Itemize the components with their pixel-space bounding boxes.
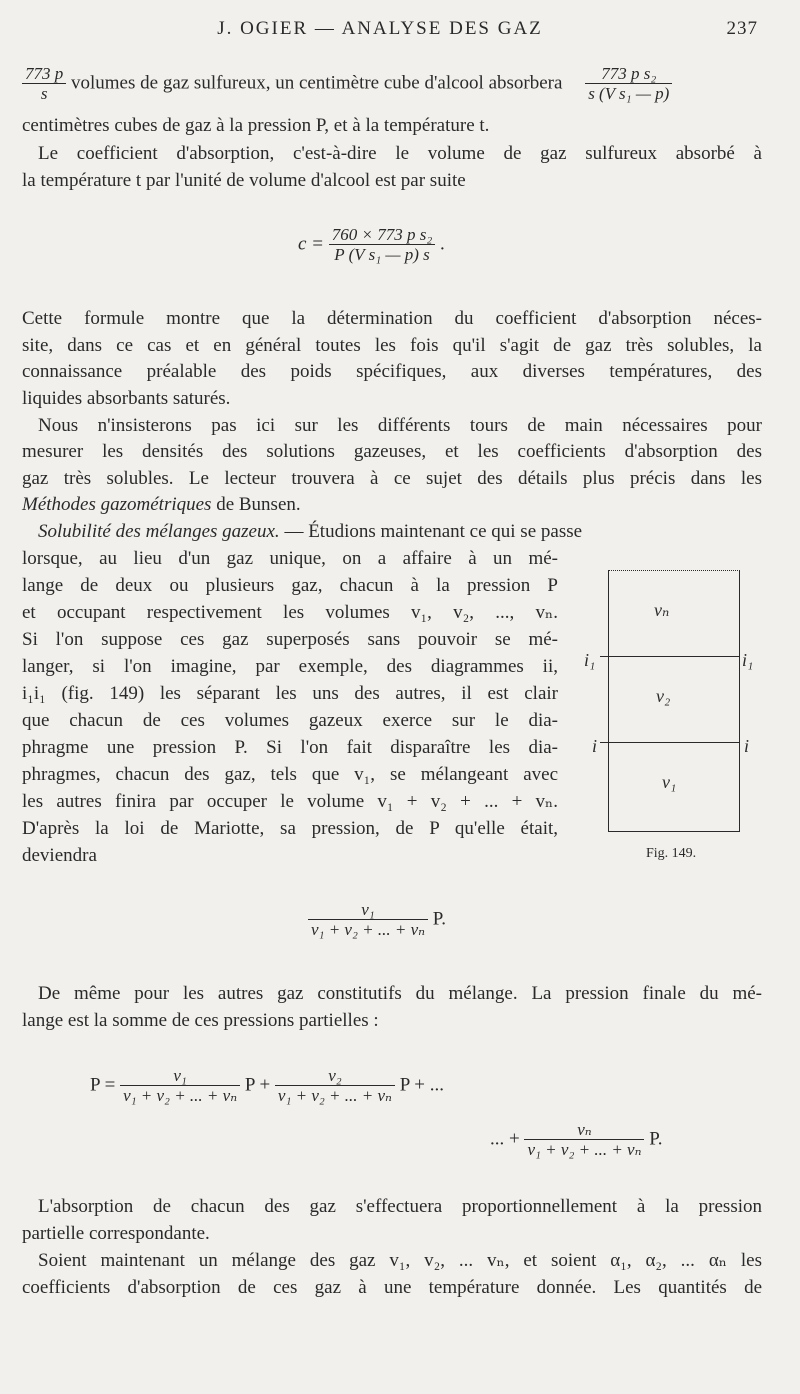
para-4-line-10: phragmes, chacun des gaz, tels que v₁, se mélangeant avec — [22, 764, 558, 785]
label-i1-right: i₁ — [742, 650, 754, 670]
diaphragm-i1 — [600, 656, 740, 657]
label-i-right: i — [744, 736, 750, 756]
para-3-line-1: Nous n'insisterons pas ici sur les différents tours de main nécessaires pour — [38, 415, 762, 436]
label-vn: vₙ — [654, 600, 670, 620]
label-i-left: i — [592, 736, 598, 756]
equation-total-pressure: P = $\frac{\text{v₁}}{\text{v₁ + v₂ + ... + vₙ}}$ P + $\frac{\text{v₂}}{\text{v₁ + v₂ + ... + vₙ}}$ P + ... — [90, 1066, 445, 1105]
figure-149 — [578, 560, 768, 880]
para-2-line-2: site, dans ce cas et en général toutes les fois qu'il s'agit de gaz très solubles, la — [22, 335, 762, 356]
para-4-line-4: et occupant respectivement les volumes v₁, v₂, ..., vₙ. — [22, 602, 558, 623]
para-4-line-1: Solubilité des mélanges gazeux. — Étudions maintenant ce qui se passe — [38, 521, 583, 542]
line-1-text: volumes de gaz sulfureux, un centimètre cube d'alcool absorbera — [71, 72, 563, 94]
para-3-line-2: mesurer les densités des solutions gazeuses, et les coefficients d'absorption des — [22, 441, 762, 462]
figure-caption: Fig. 149. — [646, 846, 697, 861]
equation-3-fraction-1: $\frac{\text{v₁}}{\text{v₁ + v₂ + ... + vₙ}}$ — [120, 1066, 240, 1106]
para-2-line-4: liquides absorbants saturés. — [22, 388, 231, 409]
equation-3-fraction-2: $\frac{\text{v₂}}{\text{v₁ + v₂ + ... + vₙ}}$ — [275, 1066, 395, 1106]
equation-2-fraction: $\frac{\text{v₁}}{\text{v₁ + v₂ + ... + vₙ}}$ — [308, 900, 428, 940]
para-3-line-4: Méthodes gazométriques de Bunsen. — [22, 494, 301, 515]
para-7-line-1: Soient maintenant un mélange des gaz v₁, v₂, ... vₙ, et soient α₁, α₂, ... αₙ les — [38, 1250, 762, 1271]
equation-total-pressure-continued: ... + $\frac{\text{vₙ}}{\text{v₁ + v₂ + ... + vₙ}}$ P. — [490, 1120, 663, 1159]
para-4-line-3: lange de deux ou plusieurs gaz, chacun à la pression P — [22, 575, 558, 596]
running-title: J. OGIER — ANALYSE DES GAZ — [217, 18, 543, 39]
para-4-line-9: phragme une pression P. Si l'on fait disparaître les dia- — [22, 737, 558, 758]
para-5-line-1: De même pour les autres gaz constitutifs du mélange. La pression finale du mé- — [38, 983, 762, 1004]
para-4-line-8: que chacun de ces volumes gazeux exerce sur le dia- — [22, 710, 558, 731]
line-4: la température t par l'unité de volume d'alcool est par suite — [22, 170, 466, 191]
para-6-line-2: partielle correspondante. — [22, 1223, 210, 1244]
para-4-line-7: i₁i₁ (fig. 149) les séparant les uns des autres, il est clair — [22, 683, 558, 704]
para-6-line-1: L'absorption de chacun des gaz s'effectuera proportionnellement à la pression — [38, 1196, 762, 1217]
line-3: Le coefficient d'absorption, c'est-à-dire le volume de gaz sulfureux absorbé à — [38, 143, 762, 164]
label-i1-left: i₁ — [584, 650, 596, 670]
para-7-line-2: coefficients d'absorption de ces gaz à une température donnée. Les quantités de — [22, 1277, 762, 1298]
section-heading: Solubilité des mélanges gazeux. — [38, 521, 280, 542]
para-4-line-5: Si l'on suppose ces gaz superposés sans pouvoir se mé- — [22, 629, 558, 650]
para-4-line-11: les autres finira par occuper le volume v₁ + v₂ + ... + vₙ. — [22, 791, 558, 812]
para-2-line-1: Cette formule montre que la détermination du coefficient d'absorption néces- — [22, 308, 762, 329]
fraction-absorbed: $\frac{\text{773 p s₂}}{\text{s (V s₁ — p)}}$ — [585, 64, 672, 104]
para-4-line-6: langer, si l'on imagine, par exemple, des diagrammes ii, — [22, 656, 558, 677]
para-5-line-2: lange est la somme de ces pressions partielles : — [22, 1010, 379, 1031]
label-v1: v₁ — [662, 772, 677, 792]
line-2: centimètres cubes de gaz à la pression P, et à la température t. — [22, 115, 490, 136]
running-header — [0, 18, 800, 48]
para-4-line-2: lorsque, au lieu d'un gaz unique, on a affaire à un mé- — [22, 548, 558, 569]
para-2-line-3: connaissance préalable des poids spécifiques, aux diverses températures, des — [22, 361, 762, 382]
para-4-line-13: deviendra — [22, 845, 97, 866]
page-number: 237 — [726, 18, 758, 39]
equation-1-fraction: $\frac{\text{760 × 773 p s₂}}{\text{P (V s₁ — p) s}}$ — [329, 225, 436, 265]
fraction-773p-over-s: $\frac{773 p}{s}$ — [22, 64, 66, 104]
book-title-reference: Méthodes gazométriques — [22, 494, 212, 515]
diaphragm-i — [600, 742, 740, 743]
equation-3-fraction-n: $\frac{\text{vₙ}}{\text{v₁ + v₂ + ... + vₙ}}$ — [524, 1120, 644, 1160]
para-4-line-12: D'après la loi de Mariotte, sa pression, de P qu'elle était, — [22, 818, 558, 839]
line-1 — [22, 64, 762, 104]
equation-partial-pressure: $\frac{\text{v₁}}{\text{v₁ + v₂ + ... + vₙ}}$ P. — [308, 900, 446, 940]
para-3-line-3: gaz très solubles. Le lecteur trouvera à ce sujet des détails plus précis dans les — [22, 468, 762, 489]
equation-absorption-coefficient: c = $\frac{\text{760 × 773 p s₂}}{\text{P (V s₁ — p) s}}$ . — [298, 225, 445, 264]
label-v2: v₂ — [656, 686, 671, 706]
